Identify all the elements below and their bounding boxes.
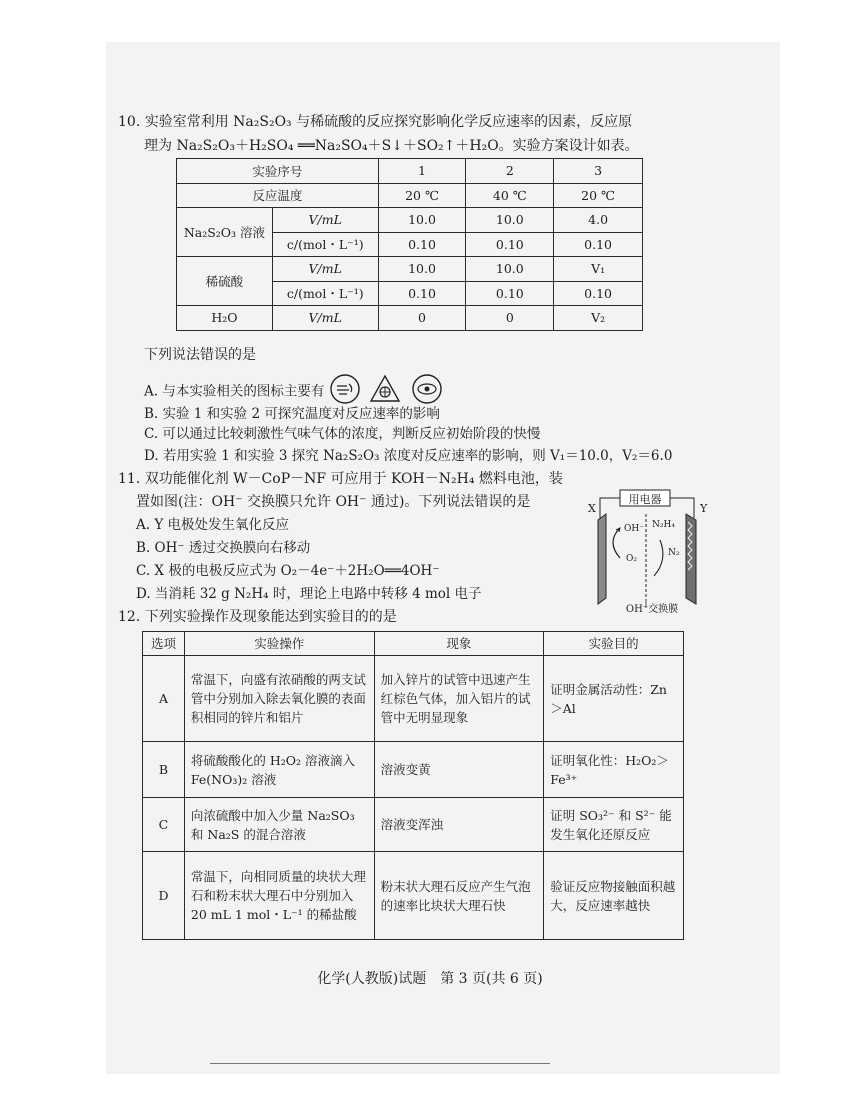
hand-wash-icon <box>331 375 359 403</box>
q11-option-c: C. X 极的电极反应式为 O₂－4e⁻＋2H₂O══4OH⁻ <box>136 563 440 579</box>
q10-experiment-table <box>176 158 643 331</box>
oh-label: OH⁻ <box>624 524 644 534</box>
q12-table <box>142 631 684 940</box>
q11-line2: 置如图(注：OH⁻ 交换膜只允许 OH⁻ 通过)。下列说法错误的是 <box>136 494 531 510</box>
table-header-1: 1 <box>378 159 466 184</box>
na2s2o3-label: Na₂S₂O₃ 溶液 <box>177 208 273 257</box>
n2-label: N₂ <box>668 548 680 558</box>
na-v2: 10.0 <box>466 208 554 233</box>
row-b-operation: 将硫酸酸化的 H₂O₂ 溶液滴入 Fe(NO₃)₂ 溶液 <box>184 742 374 798</box>
col-header-goal: 实验目的 <box>544 632 684 656</box>
temp-3: 20 ℃ <box>554 183 643 208</box>
row-a-option: A <box>143 656 185 742</box>
o2-label: O₂ <box>626 554 637 564</box>
acid-c2: 0.10 <box>466 281 554 306</box>
water-label: H₂O <box>177 306 273 331</box>
acid-v2: 10.0 <box>466 257 554 282</box>
acid-c1: 0.10 <box>378 281 466 306</box>
acid-c3: 0.10 <box>554 281 643 306</box>
na-v3: 4.0 <box>554 208 643 233</box>
ventilation-icon <box>371 376 399 401</box>
n2h4-label: N₂H₄ <box>652 520 675 530</box>
q11-option-d: D. 当消耗 32 g N₂H₄ 时，理论上电路中转移 4 mol 电子 <box>136 586 482 602</box>
table-row <box>143 656 684 742</box>
water-v2: 0 <box>466 306 554 331</box>
q11-option-b: B. OH⁻ 透过交换膜向右移动 <box>136 540 311 556</box>
row-c-operation: 向浓硫酸中加入少量 Na₂SO₃ 和 Na₂S 的混合溶液 <box>184 798 374 852</box>
na-conc-label: c/(mol・L⁻¹) <box>272 232 378 257</box>
na-c2: 0.10 <box>466 232 554 257</box>
na-v1: 10.0 <box>378 208 466 233</box>
q10-option-d: D. 若用实验 1 和实验 3 探究 Na₂S₂O₃ 浓度对反应速率的影响，则 V₁＝10.0，V₂＝6.0 <box>144 448 673 464</box>
row-c-goal: 证明 SO₃²⁻ 和 S²⁻ 能发生氧化还原反应 <box>544 798 684 852</box>
q10-option-a-text: A. 与本实验相关的图标主要有 <box>144 383 325 400</box>
q10-line1: 10. 实验室常利用 Na₂S₂O₃ 与稀硫酸的反应探究影响化学反应速率的因素，反应原 <box>118 114 633 130</box>
membrane-label: OH⁻交换膜 <box>625 604 679 615</box>
device-label: 用电器 <box>628 493 662 506</box>
goggles-icon <box>413 375 441 403</box>
q10-option-c: C. 可以通过比较刺激性气味气体的浓度，判断反应初始阶段的快慢 <box>144 426 541 442</box>
q10-option-b: B. 实验 1 和实验 2 可探究温度对反应速率的影响 <box>144 406 440 422</box>
fuel-cell-figure <box>586 488 712 613</box>
table-row <box>143 852 684 940</box>
row-b-phenomenon: 溶液变黄 <box>374 742 544 798</box>
na-c3: 0.10 <box>554 232 643 257</box>
row-c-phenomenon: 溶液变浑浊 <box>374 798 544 852</box>
q12-stem: 12. 下列实验操作及现象能达到实验目的的是 <box>118 609 397 625</box>
temp-2: 40 ℃ <box>466 183 554 208</box>
row-b-goal: 证明氧化性：H₂O₂＞Fe³⁺ <box>544 742 684 798</box>
temp-label: 反应温度 <box>177 183 379 208</box>
table-row <box>143 798 684 852</box>
q10-line2: 理为 Na₂S₂O₃＋H₂SO₄ ══Na₂SO₄＋S↓＋SO₂↑＋H₂O。实验方案设计如表。 <box>144 138 639 154</box>
row-d-option: D <box>143 852 185 940</box>
temp-1: 20 ℃ <box>378 183 466 208</box>
row-c-option: C <box>143 798 185 852</box>
na-c1: 0.10 <box>378 232 466 257</box>
table-header-label: 实验序号 <box>177 159 379 184</box>
row-a-phenomenon: 加入锌片的试管中迅速产生红棕色气体，加入铝片的试管中无明显现象 <box>374 656 544 742</box>
na-vol-label: V/mL <box>272 208 378 233</box>
col-header-operation: 实验操作 <box>184 632 374 656</box>
row-d-goal: 验证反应物接触面积越大，反应速率越快 <box>544 852 684 940</box>
row-b-option: B <box>143 742 185 798</box>
table-header-3: 3 <box>554 159 643 184</box>
table-row <box>143 742 684 798</box>
electrode-x-label: X <box>588 502 596 515</box>
table-header-2: 2 <box>466 159 554 184</box>
water-v1: 0 <box>378 306 466 331</box>
acid-vol-label: V/mL <box>272 257 378 282</box>
bottom-rule <box>210 1063 550 1064</box>
row-d-phenomenon: 粉末状大理石反应产生气泡的速率比块状大理石快 <box>374 852 544 940</box>
acid-conc-label: c/(mol・L⁻¹) <box>272 281 378 306</box>
water-v3: V₂ <box>554 306 643 331</box>
col-header-option: 选项 <box>143 632 185 656</box>
acid-v3: V₁ <box>554 257 643 282</box>
q11-line1: 11. 双功能催化剂 W－CoP－NF 可应用于 KOH－N₂H₄ 燃料电池，装 <box>118 471 563 487</box>
col-header-phenomenon: 现象 <box>374 632 544 656</box>
q10-stem: 下列说法错误的是 <box>144 347 256 363</box>
water-vol-label: V/mL <box>272 306 378 331</box>
row-d-operation: 常温下，向相同质量的块状大理石和粉末状大理石中分别加入 20 mL 1 mol・L⁻¹ 的稀盐酸 <box>184 852 374 940</box>
q11-option-a: A. Y 电极处发生氧化反应 <box>136 517 290 533</box>
acid-label: 稀硫酸 <box>177 257 273 306</box>
row-a-operation: 常温下，向盛有浓硝酸的两支试管中分别加入除去氧化膜的表面积相同的锌片和铝片 <box>184 656 374 742</box>
electrode-y-label: Y <box>700 502 708 515</box>
acid-v1: 10.0 <box>378 257 466 282</box>
row-a-goal: 证明金属活动性：Zn＞Al <box>544 656 684 742</box>
page-footer: 化学(人教版)试题 第 3 页(共 6 页) <box>317 971 543 987</box>
